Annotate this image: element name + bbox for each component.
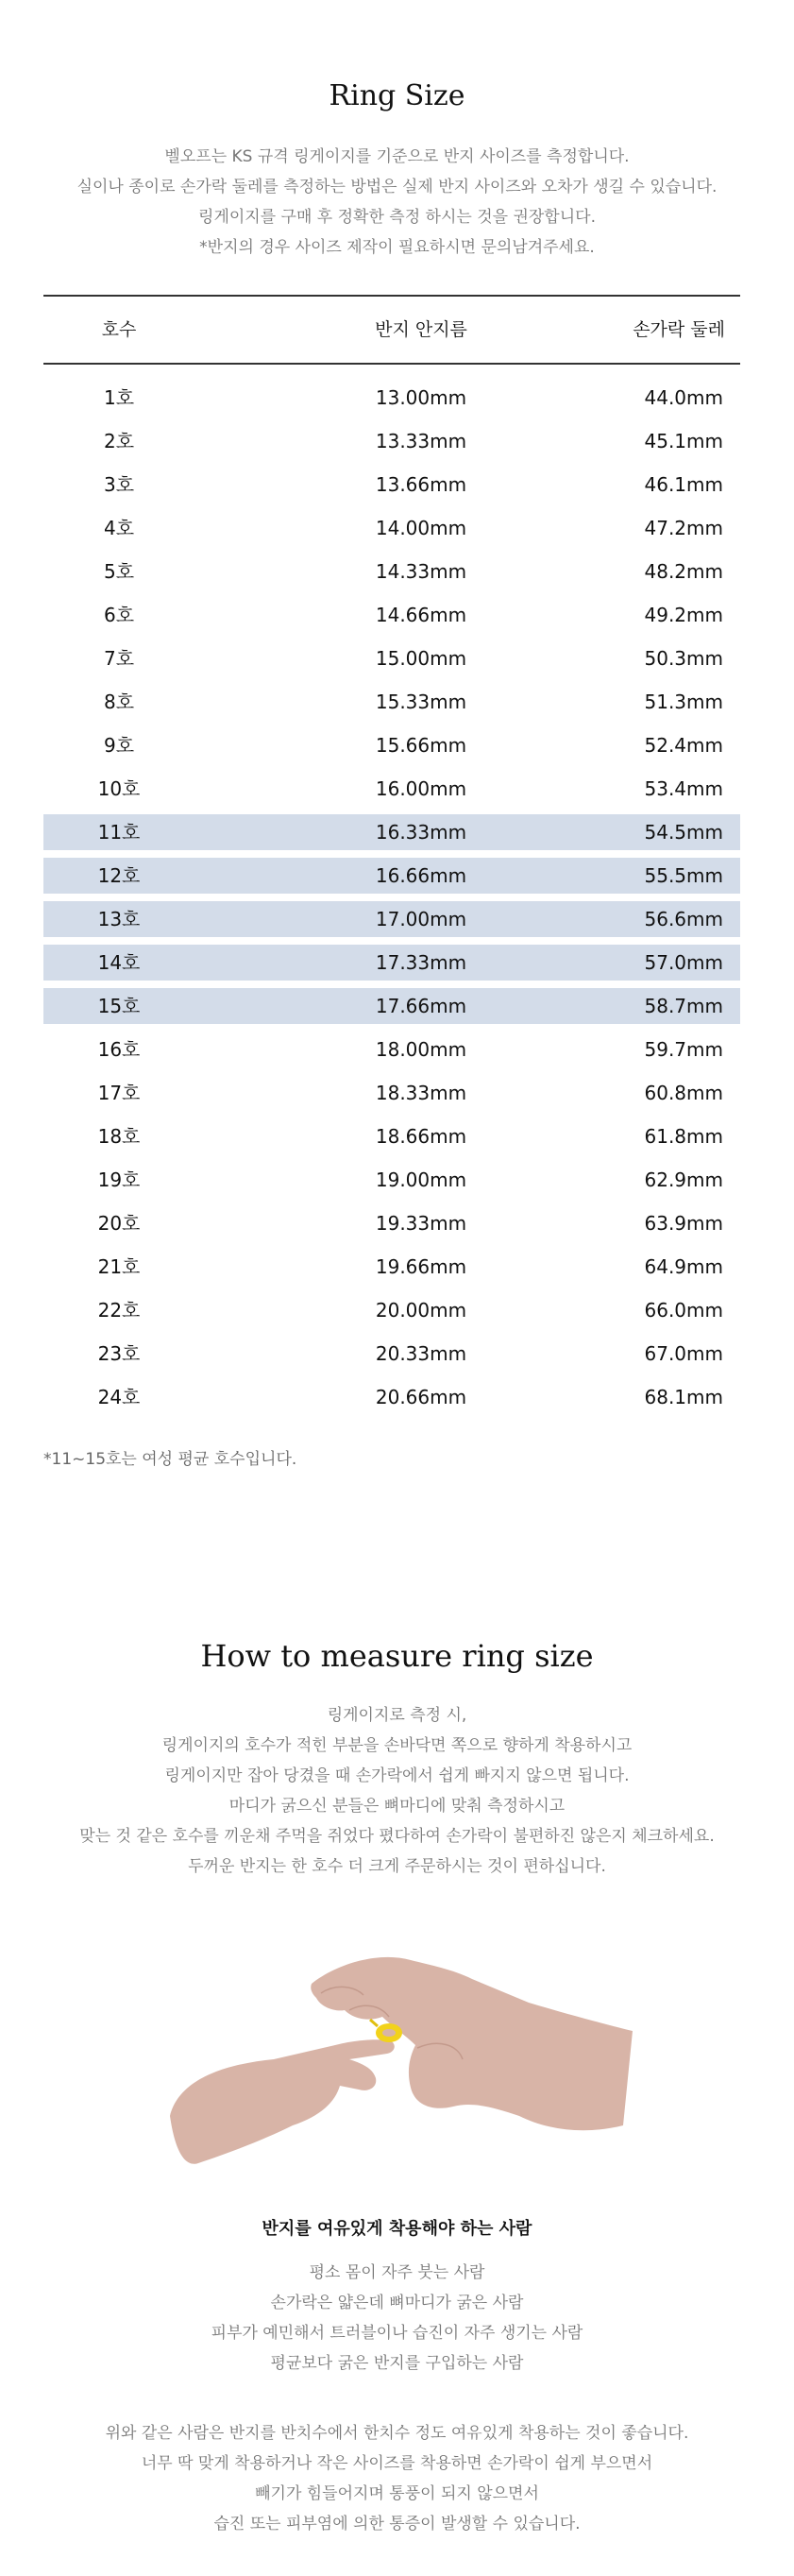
cell-size: 10호 xyxy=(97,777,141,800)
cell-finger-circumference: 48.2mm xyxy=(644,560,723,583)
cell-finger-circumference: 50.3mm xyxy=(644,647,723,670)
cell-inner-diameter: 13.33mm xyxy=(375,430,467,452)
cell-inner-diameter: 19.33mm xyxy=(375,1212,467,1235)
cell-size: 17호 xyxy=(97,1082,141,1104)
cell-finger-circumference: 66.0mm xyxy=(644,1299,723,1322)
hand-left xyxy=(170,2039,395,2164)
cell-inner-diameter: 20.00mm xyxy=(375,1299,467,1322)
table-row xyxy=(43,680,740,724)
table-row xyxy=(43,376,740,419)
cell-inner-diameter: 19.00mm xyxy=(375,1169,467,1191)
cell-finger-circumference: 68.1mm xyxy=(644,1386,723,1408)
cell-finger-circumference: 45.1mm xyxy=(644,430,723,452)
cell-size: 14호 xyxy=(97,951,141,974)
table-row xyxy=(43,897,740,941)
cell-finger-circumference: 44.0mm xyxy=(644,386,723,409)
cell-finger-circumference: 52.4mm xyxy=(644,734,723,757)
cell-finger-circumference: 46.1mm xyxy=(644,473,723,496)
cell-inner-diameter: 16.00mm xyxy=(375,777,467,800)
table-row xyxy=(43,637,740,680)
advice-line: 빼기가 힘들어지며 통풍이 되지 않으면서 xyxy=(255,2484,539,2503)
cell-finger-circumference: 60.8mm xyxy=(644,1082,723,1104)
intro-line: 링게이지를 구매 후 정확한 측정 하시는 것을 권장합니다. xyxy=(198,208,596,227)
cell-size: 2호 xyxy=(103,430,135,452)
table-row xyxy=(43,854,740,897)
cell-size: 12호 xyxy=(97,864,141,887)
measure-instructions xyxy=(0,1700,794,1882)
cell-finger-circumference: 67.0mm xyxy=(644,1342,723,1365)
measure-title: How to measure ring size xyxy=(200,1638,594,1674)
measure-line: 마디가 굵으신 분들은 뼈마디에 맞춰 측정하시고 xyxy=(228,1797,566,1816)
table-row xyxy=(43,1288,740,1332)
table-row xyxy=(43,1375,740,1419)
cell-finger-circumference: 55.5mm xyxy=(644,864,723,887)
intro-line: 실이나 종이로 손가락 둘레를 측정하는 방법은 실제 반지 사이즈와 오차가 생길 수 있습니다. xyxy=(76,178,718,196)
cell-size: 13호 xyxy=(97,908,141,930)
cell-size: 8호 xyxy=(103,691,135,713)
table-row xyxy=(43,1071,740,1115)
loose-fit-advice xyxy=(0,2418,794,2539)
cell-inner-diameter: 17.66mm xyxy=(375,995,467,1017)
cell-size: 19호 xyxy=(97,1169,141,1191)
cell-inner-diameter: 17.33mm xyxy=(375,951,467,974)
header-size: 호수 xyxy=(101,319,137,340)
ring-size-title: Ring Size xyxy=(329,79,465,112)
cell-inner-diameter: 15.66mm xyxy=(375,734,467,757)
advice-line: 너무 딱 맞게 착용하거나 작은 사이즈를 착용하면 손가락이 쉽게 부으면서 xyxy=(141,2454,653,2473)
table-row xyxy=(43,810,740,854)
cell-inner-diameter: 18.33mm xyxy=(375,1082,467,1104)
people-line: 평소 몸이 자주 붓는 사람 xyxy=(309,2263,485,2282)
cell-finger-circumference: 58.7mm xyxy=(644,995,723,1017)
table-row xyxy=(43,419,740,463)
cell-finger-circumference: 53.4mm xyxy=(644,777,723,800)
cell-inner-diameter: 18.66mm xyxy=(375,1125,467,1148)
cell-inner-diameter: 18.00mm xyxy=(375,1038,467,1061)
loose-fit-people-list xyxy=(0,2258,794,2379)
cell-finger-circumference: 57.0mm xyxy=(644,951,723,974)
cell-size: 21호 xyxy=(97,1255,141,1278)
cell-inner-diameter: 20.66mm xyxy=(375,1386,467,1408)
cell-inner-diameter: 20.33mm xyxy=(375,1342,467,1365)
cell-finger-circumference: 62.9mm xyxy=(644,1169,723,1191)
cell-inner-diameter: 14.00mm xyxy=(375,517,467,539)
cell-size: 20호 xyxy=(97,1212,141,1235)
table-row xyxy=(43,941,740,984)
cell-size: 11호 xyxy=(97,821,141,844)
cell-finger-circumference: 64.9mm xyxy=(644,1255,723,1278)
cell-size: 22호 xyxy=(97,1299,141,1322)
table-row xyxy=(43,1158,740,1202)
cell-inner-diameter: 15.00mm xyxy=(375,647,467,670)
cell-size: 23호 xyxy=(97,1342,141,1365)
cell-size: 3호 xyxy=(103,473,135,496)
loose-fit-subtitle: 반지를 여유있게 착용해야 하는 사람 xyxy=(262,2219,532,2239)
cell-finger-circumference: 49.2mm xyxy=(644,604,723,626)
intro-text xyxy=(0,142,794,263)
cell-inner-diameter: 14.66mm xyxy=(375,604,467,626)
cell-finger-circumference: 59.7mm xyxy=(644,1038,723,1061)
cell-finger-circumference: 54.5mm xyxy=(644,821,723,844)
table-row xyxy=(43,506,740,550)
cell-inner-diameter: 16.33mm xyxy=(375,821,467,844)
cell-size: 6호 xyxy=(103,604,135,626)
hands-ring-gauge-icon xyxy=(170,1927,633,2210)
cell-inner-diameter: 19.66mm xyxy=(375,1255,467,1278)
people-line: 평균보다 굵은 반지를 구입하는 사람 xyxy=(270,2354,524,2373)
table-row xyxy=(43,1245,740,1288)
table-body xyxy=(43,365,740,1419)
cell-size: 1호 xyxy=(103,386,135,409)
cell-finger-circumference: 61.8mm xyxy=(644,1125,723,1148)
cell-size: 16호 xyxy=(97,1038,141,1061)
header-finger-circumference: 손가락 둘레 xyxy=(633,319,725,340)
intro-line: *반지의 경우 사이즈 제작이 필요하시면 문의남겨주세요. xyxy=(199,238,595,257)
cell-inner-diameter: 15.33mm xyxy=(375,691,467,713)
cell-size: 7호 xyxy=(103,647,135,670)
measure-line: 두꺼운 반지는 한 호수 더 크게 주문하시는 것이 편하십니다. xyxy=(188,1857,606,1876)
table-row xyxy=(43,984,740,1028)
header-inner-diameter: 반지 안지름 xyxy=(375,319,467,340)
cell-inner-diameter: 14.33mm xyxy=(375,560,467,583)
table-row xyxy=(43,1115,740,1158)
table-row xyxy=(43,767,740,810)
table-row xyxy=(43,593,740,637)
table-row xyxy=(43,1202,740,1245)
advice-line: 위와 같은 사람은 반지를 반치수에서 한치수 정도 여유있게 착용하는 것이 좋습니다. xyxy=(105,2424,689,2443)
cell-inner-diameter: 17.00mm xyxy=(375,908,467,930)
advice-line: 습진 또는 피부염에 의한 통증이 발생할 수 있습니다. xyxy=(213,2515,581,2533)
average-size-note: *11~15호는 여성 평균 호수입니다. xyxy=(43,1450,297,1469)
table-row xyxy=(43,724,740,767)
cell-size: 9호 xyxy=(103,734,135,757)
measure-line: 링게이지로 측정 시, xyxy=(327,1706,467,1725)
cell-finger-circumference: 63.9mm xyxy=(644,1212,723,1235)
cell-inner-diameter: 13.66mm xyxy=(375,473,467,496)
table-row xyxy=(43,1332,740,1375)
cell-size: 18호 xyxy=(97,1125,141,1148)
ring-size-table xyxy=(43,295,740,1419)
people-line: 손가락은 얇은데 뼈마디가 굵은 사람 xyxy=(270,2294,524,2312)
people-line: 피부가 예민해서 트러블이나 습진이 자주 생기는 사람 xyxy=(211,2324,583,2343)
table-header xyxy=(43,295,740,365)
table-row xyxy=(43,550,740,593)
measure-line: 링게이지만 잡아 당겼을 때 손가락에서 쉽게 빠지지 않으면 됩니다. xyxy=(164,1766,630,1785)
cell-size: 24호 xyxy=(97,1386,141,1408)
cell-finger-circumference: 47.2mm xyxy=(644,517,723,539)
cell-finger-circumference: 51.3mm xyxy=(644,691,723,713)
cell-size: 15호 xyxy=(97,995,141,1017)
table-row xyxy=(43,463,740,506)
intro-line: 벨오프는 KS 규격 링게이지를 기준으로 반지 사이즈를 측정합니다. xyxy=(164,147,630,166)
cell-finger-circumference: 56.6mm xyxy=(644,908,723,930)
cell-inner-diameter: 16.66mm xyxy=(375,864,467,887)
cell-size: 4호 xyxy=(103,517,135,539)
measure-line: 맞는 것 같은 호수를 끼운채 주먹을 쥐었다 폈다하여 손가락이 불편하진 않은지 체크하세요. xyxy=(79,1827,715,1846)
measure-line: 링게이지의 호수가 적힌 부분을 손바닥면 쪽으로 향하게 착용하시고 xyxy=(161,1736,633,1755)
cell-size: 5호 xyxy=(103,560,135,583)
cell-inner-diameter: 13.00mm xyxy=(375,386,467,409)
table-row xyxy=(43,1028,740,1071)
